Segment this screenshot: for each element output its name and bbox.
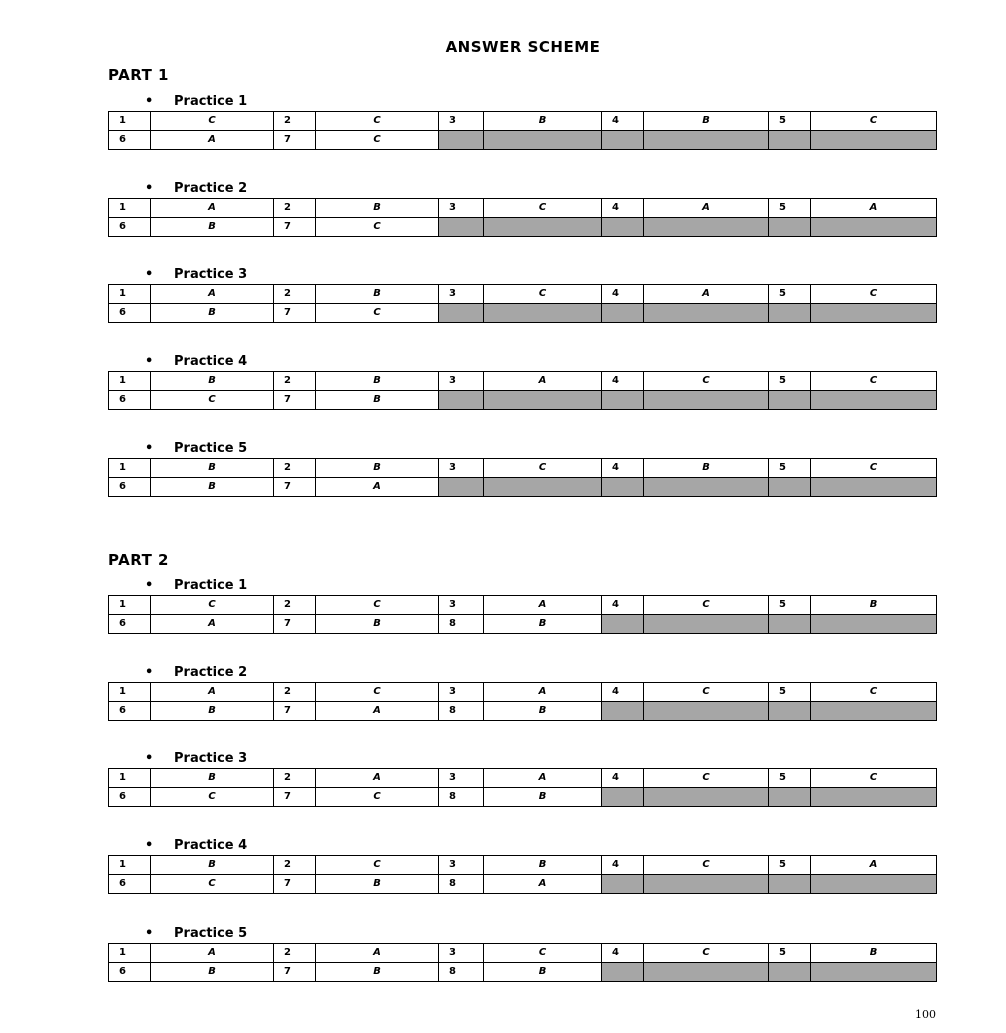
answer-table [108,458,937,497]
practice-label: Practice 5 [174,441,248,456]
answer-value: A [644,199,769,218]
practice-label: Practice 3 [174,267,248,282]
shaded-cell [602,304,644,323]
question-number: 1 [109,285,151,304]
shaded-cell [644,702,769,721]
question-number: 1 [109,944,151,963]
answer-value: A [484,683,602,702]
question-number: 1 [109,856,151,875]
shaded-cell [644,615,769,634]
question-number: 3 [439,459,484,478]
answer-value: B [811,596,937,615]
question-number: 1 [109,683,151,702]
practice-label-row [108,925,936,943]
answer-value: B [316,459,439,478]
shaded-cell [644,218,769,237]
answer-value: B [811,944,937,963]
table-row [109,391,937,410]
question-number: 2 [274,856,316,875]
table-row [109,304,937,323]
table-row [109,285,937,304]
answer-value: C [644,683,769,702]
practice-label-row [108,93,936,111]
shaded-cell [811,963,937,982]
question-number: 3 [439,285,484,304]
answer-value: B [151,702,274,721]
answer-value: C [316,304,439,323]
question-number: 5 [769,459,811,478]
question-number: 6 [109,615,151,634]
answer-value: B [316,199,439,218]
question-number: 1 [109,372,151,391]
answer-value: A [644,285,769,304]
answer-value: B [484,788,602,807]
answer-value: A [316,702,439,721]
answer-value: B [151,459,274,478]
question-number: 1 [109,112,151,131]
shaded-cell [484,478,602,497]
shaded-cell [644,788,769,807]
answer-value: C [484,459,602,478]
question-number: 2 [274,683,316,702]
answer-value: C [316,856,439,875]
question-number: 1 [109,199,151,218]
shaded-cell [769,131,811,150]
question-number: 4 [602,683,644,702]
answer-value: B [484,963,602,982]
question-number: 4 [602,856,644,875]
answer-value: A [811,856,937,875]
answer-value: B [151,218,274,237]
answer-value: C [316,788,439,807]
shaded-cell [769,615,811,634]
bullet-icon: • [145,578,154,593]
answer-value: C [644,596,769,615]
answer-value: A [151,615,274,634]
question-number: 1 [109,769,151,788]
shaded-cell [811,702,937,721]
answer-value: C [484,285,602,304]
answer-value: C [644,372,769,391]
question-number: 7 [274,702,316,721]
answer-value: A [151,199,274,218]
practice-label: Practice 2 [174,665,248,680]
question-number: 4 [602,112,644,131]
answer-value: B [316,875,439,894]
answer-value: C [151,596,274,615]
shaded-cell [644,391,769,410]
practice-block [108,750,936,807]
answer-value: C [811,372,937,391]
answer-table [108,111,937,150]
shaded-cell [484,391,602,410]
table-row [109,372,937,391]
shaded-cell [484,131,602,150]
question-number: 5 [769,683,811,702]
answer-value: B [484,702,602,721]
question-number: 6 [109,702,151,721]
answer-value: C [316,218,439,237]
shaded-cell [811,615,937,634]
question-number: 1 [109,459,151,478]
question-number: 8 [439,788,484,807]
bullet-icon: • [145,181,154,196]
answer-value: B [644,459,769,478]
table-row [109,131,937,150]
shaded-cell [769,702,811,721]
question-number: 4 [602,372,644,391]
answer-value: B [316,372,439,391]
shaded-cell [484,304,602,323]
practice-label-row [108,750,936,768]
question-number: 3 [439,856,484,875]
bullet-icon: • [145,354,154,369]
shaded-cell [769,218,811,237]
shaded-cell [811,788,937,807]
bullet-icon: • [145,838,154,853]
question-number: 3 [439,683,484,702]
question-number: 2 [274,199,316,218]
answer-value: B [484,856,602,875]
answer-value: B [151,372,274,391]
answer-value: A [484,372,602,391]
answer-value: A [316,478,439,497]
table-row [109,856,937,875]
table-row [109,683,937,702]
practice-block [108,925,936,982]
question-number: 6 [109,875,151,894]
practice-block [108,353,936,410]
table-row [109,875,937,894]
practice-label: Practice 1 [174,94,248,109]
question-number: 7 [274,218,316,237]
answer-value: B [484,112,602,131]
answer-value: C [316,596,439,615]
shaded-cell [602,391,644,410]
answer-value: B [316,285,439,304]
practice-block [108,837,936,894]
question-number: 3 [439,112,484,131]
answer-value: A [151,285,274,304]
answer-value: C [316,683,439,702]
practice-block [108,93,936,150]
question-number: 6 [109,391,151,410]
answer-table [108,855,937,894]
shaded-cell [769,304,811,323]
page-number: 100 [915,1008,936,1021]
question-number: 3 [439,596,484,615]
question-number: 3 [439,944,484,963]
shaded-cell [439,478,484,497]
answer-value: C [811,285,937,304]
question-number: 6 [109,788,151,807]
shaded-cell [439,304,484,323]
table-row [109,788,937,807]
answer-value: A [151,131,274,150]
shaded-cell [439,218,484,237]
shaded-cell [811,304,937,323]
practice-label-row [108,440,936,458]
answer-value: B [316,615,439,634]
shaded-cell [644,963,769,982]
answer-value: A [484,596,602,615]
question-number: 8 [439,963,484,982]
practice-label-row [108,577,936,595]
table-row [109,478,937,497]
question-number: 7 [274,788,316,807]
question-number: 2 [274,459,316,478]
shaded-cell [439,391,484,410]
question-number: 4 [602,199,644,218]
question-number: 7 [274,304,316,323]
shaded-cell [769,963,811,982]
shaded-cell [811,391,937,410]
question-number: 4 [602,459,644,478]
question-number: 8 [439,702,484,721]
question-number: 4 [602,596,644,615]
practice-label: Practice 5 [174,926,248,941]
shaded-cell [602,131,644,150]
shaded-cell [602,788,644,807]
question-number: 2 [274,372,316,391]
table-row [109,596,937,615]
question-number: 2 [274,944,316,963]
question-number: 7 [274,131,316,150]
table-row [109,944,937,963]
question-number: 1 [109,596,151,615]
part-heading: PART 2 [108,551,169,569]
answer-value: C [151,391,274,410]
practice-label: Practice 4 [174,838,248,853]
bullet-icon: • [145,665,154,680]
shaded-cell [602,963,644,982]
table-row [109,218,937,237]
table-row [109,702,937,721]
question-number: 7 [274,478,316,497]
answer-value: B [151,304,274,323]
question-number: 5 [769,285,811,304]
bullet-icon: • [145,267,154,282]
question-number: 5 [769,112,811,131]
table-row [109,199,937,218]
question-number: 8 [439,615,484,634]
question-number: 5 [769,944,811,963]
answer-value: C [151,112,274,131]
shaded-cell [439,131,484,150]
shaded-cell [484,218,602,237]
shaded-cell [644,875,769,894]
practice-label-row [108,266,936,284]
practice-block [108,664,936,721]
question-number: 6 [109,478,151,497]
answer-value: B [151,769,274,788]
question-number: 3 [439,372,484,391]
question-number: 3 [439,769,484,788]
answer-value: C [811,112,937,131]
question-number: 4 [602,285,644,304]
practice-block [108,440,936,497]
practice-label: Practice 1 [174,578,248,593]
bullet-icon: • [145,751,154,766]
bullet-icon: • [145,926,154,941]
question-number: 4 [602,769,644,788]
answer-table [108,682,937,721]
answer-value: B [151,478,274,497]
shaded-cell [769,478,811,497]
answer-value: B [316,391,439,410]
question-number: 5 [769,199,811,218]
question-number: 7 [274,391,316,410]
table-row [109,963,937,982]
answer-table [108,284,937,323]
answer-value: A [151,683,274,702]
practice-label: Practice 2 [174,181,248,196]
answer-value: C [644,769,769,788]
practice-label: Practice 4 [174,354,248,369]
shaded-cell [602,875,644,894]
answer-value: C [811,683,937,702]
answer-value: B [151,963,274,982]
answer-value: A [811,199,937,218]
answer-table [108,371,937,410]
practice-label: Practice 3 [174,751,248,766]
answer-value: C [151,875,274,894]
question-number: 7 [274,963,316,982]
question-number: 2 [274,285,316,304]
shaded-cell [769,875,811,894]
answer-value: B [644,112,769,131]
answer-value: A [151,944,274,963]
answer-value: A [316,944,439,963]
answer-value: C [151,788,274,807]
shaded-cell [811,131,937,150]
answer-table [108,768,937,807]
bullet-icon: • [145,94,154,109]
shaded-cell [811,218,937,237]
practice-block [108,180,936,237]
question-number: 6 [109,218,151,237]
shaded-cell [602,478,644,497]
answer-table [108,595,937,634]
practice-block [108,266,936,323]
answer-value: C [316,131,439,150]
question-number: 5 [769,372,811,391]
table-row [109,112,937,131]
answer-value: A [484,769,602,788]
question-number: 5 [769,596,811,615]
shaded-cell [811,875,937,894]
answer-table [108,198,937,237]
shaded-cell [811,478,937,497]
question-number: 7 [274,615,316,634]
question-number: 6 [109,304,151,323]
question-number: 7 [274,875,316,894]
practice-label-row [108,664,936,682]
answer-value: B [151,856,274,875]
answer-value: C [316,112,439,131]
question-number: 2 [274,112,316,131]
question-number: 4 [602,944,644,963]
practice-block [108,577,936,634]
answer-table [108,943,937,982]
question-number: 5 [769,769,811,788]
shaded-cell [644,131,769,150]
question-number: 8 [439,875,484,894]
question-number: 6 [109,963,151,982]
practice-label-row [108,180,936,198]
shaded-cell [644,304,769,323]
practice-label-row [108,837,936,855]
page-title: ANSWER SCHEME [445,38,601,56]
question-number: 5 [769,856,811,875]
shaded-cell [769,391,811,410]
answer-value: C [484,199,602,218]
shaded-cell [602,615,644,634]
answer-value: A [484,875,602,894]
shaded-cell [769,788,811,807]
answer-value: A [316,769,439,788]
part-heading: PART 1 [108,66,169,84]
question-number: 6 [109,131,151,150]
bullet-icon: • [145,441,154,456]
answer-value: C [644,856,769,875]
shaded-cell [644,478,769,497]
answer-value: C [644,944,769,963]
question-number: 2 [274,596,316,615]
table-row [109,769,937,788]
answer-value: B [484,615,602,634]
answer-value: C [811,769,937,788]
answer-value: C [484,944,602,963]
answer-value: C [811,459,937,478]
question-number: 3 [439,199,484,218]
table-row [109,615,937,634]
table-row [109,459,937,478]
answer-value: B [316,963,439,982]
question-number: 2 [274,769,316,788]
shaded-cell [602,218,644,237]
practice-label-row [108,353,936,371]
shaded-cell [602,702,644,721]
